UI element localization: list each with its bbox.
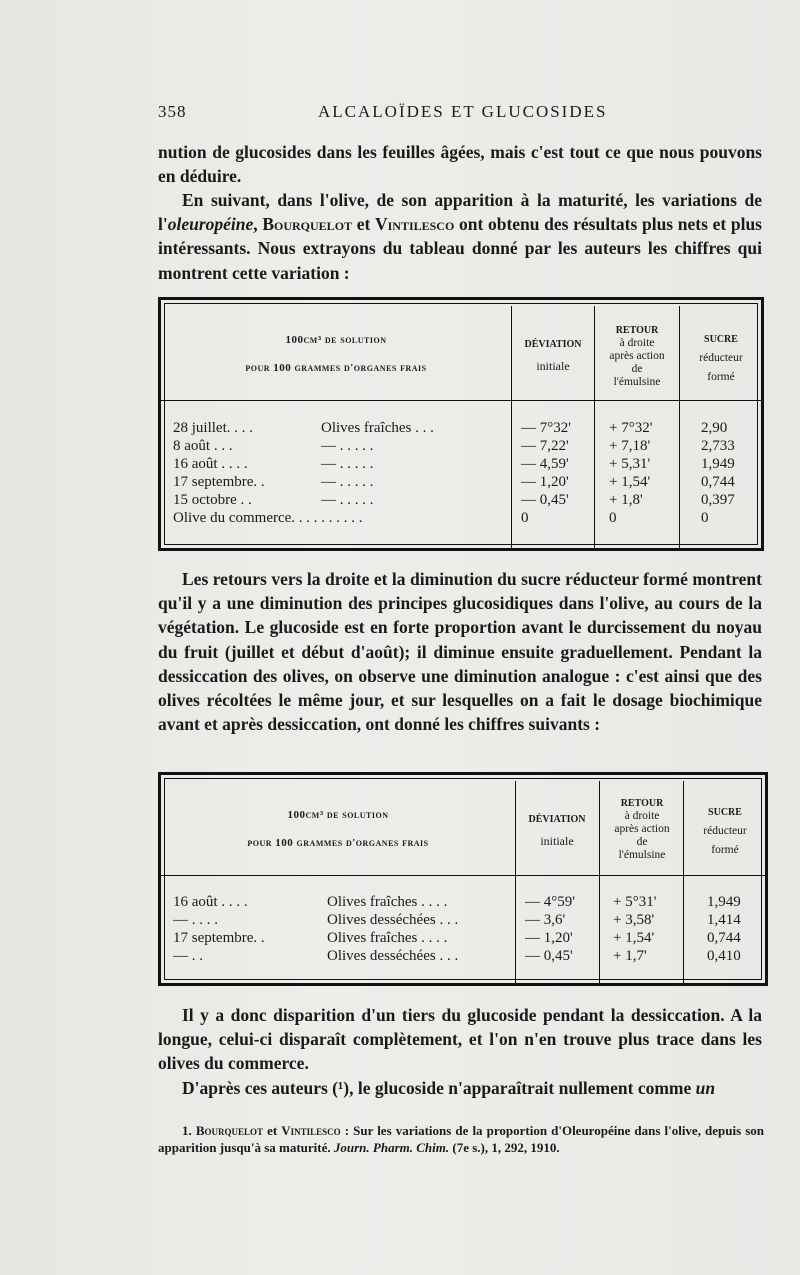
p2-part-d: ont obtenu des résultats plus nets et plus intéressants. Nous extrayons du tableau donné par les auteurs les chiffres qui montrent cette variation :	[158, 214, 762, 283]
row-sucre: 0	[701, 510, 709, 526]
row-sucre: 0,410	[707, 948, 741, 964]
row-retour: + 7,18'	[609, 438, 651, 454]
row-retour: + 1,54'	[613, 930, 655, 946]
table-row	[161, 948, 765, 965]
t2-col4-l2: réducteur	[703, 825, 747, 837]
row-deviation: — 1,20'	[521, 474, 569, 490]
row-retour: + 3,58'	[613, 912, 655, 928]
t2-col3-l2: à droite	[624, 810, 660, 822]
row-date: 28 juillet. . . .	[173, 420, 253, 436]
t1-col4-l2: réducteur	[699, 352, 743, 364]
t2-col4-head	[685, 803, 765, 860]
row-description: Olives desséchées . . .	[327, 912, 459, 928]
row-deviation: — 4,59'	[521, 456, 569, 472]
row-sucre: 2,90	[701, 420, 728, 436]
t2-col1-head-1: 100cm³ de solution	[287, 809, 389, 821]
paragraph-1	[158, 140, 762, 188]
row-date: — . . . .	[173, 912, 218, 928]
t1-col4-l3: formé	[707, 371, 735, 383]
row-date: 15 octobre . .	[173, 492, 252, 508]
row-sucre: 2,733	[701, 438, 735, 454]
table-row	[161, 930, 765, 947]
table-1	[158, 297, 764, 551]
row-description: — . . . . .	[321, 438, 374, 454]
row-date: 17 septembre. .	[173, 930, 265, 946]
t1-col3-l3: après action	[609, 350, 665, 362]
t1-col1-head-2: pour 100 grammes d'organes frais	[245, 362, 427, 374]
row-description: Olives fraîches . . . .	[327, 930, 448, 946]
table-row	[161, 456, 761, 473]
row-sucre: 1,949	[707, 894, 741, 910]
t2-col3-l1: RETOUR	[620, 798, 664, 809]
p2-author-1: Bourquelot	[262, 214, 353, 235]
t1-col3-head	[596, 324, 678, 389]
row-deviation: — 3,6'	[525, 912, 566, 928]
p2-author-2: Vintilesco	[374, 214, 455, 235]
fn-journal: Journ. Pharm. Chim.	[333, 1140, 450, 1155]
row-deviation: — 0,45'	[521, 492, 569, 508]
fn-part-c: : Sur les variations de la proportion d'Oleuropéine dans l'olive, depuis son apparition jusqu'à sa maturité.	[158, 1123, 765, 1155]
p2-part-b: ,	[253, 214, 263, 235]
t1-col4-head	[681, 330, 761, 387]
row-date: — . .	[173, 948, 203, 964]
t2-col1-head-2: pour 100 grammes d'organes frais	[247, 837, 429, 849]
t2-col3-l5: l'émulsine	[618, 849, 666, 861]
row-description: Olives fraîches . . . .	[327, 894, 448, 910]
table-2	[158, 772, 768, 986]
row-date: 17 septembre. .	[173, 474, 265, 490]
table-row	[161, 438, 761, 455]
row-retour: + 1,7'	[613, 948, 647, 964]
row-deviation: — 7,22'	[521, 438, 569, 454]
row-retour: + 5,31'	[609, 456, 651, 472]
p5-italic: un	[695, 1078, 716, 1098]
paragraph-3	[158, 567, 762, 736]
fn-author-2: Vintilesco	[281, 1123, 341, 1138]
row-sucre: 0,397	[701, 492, 735, 508]
t2-col2-head-1: DÉVIATION	[528, 814, 586, 825]
t1-col2-head-2: initiale	[536, 359, 570, 373]
row-date: 16 août . . . .	[173, 894, 248, 910]
table-row	[161, 492, 761, 509]
table-row	[161, 474, 761, 491]
row-retour: 0	[609, 510, 617, 526]
table-row	[161, 510, 761, 527]
row-description: — . . . . .	[321, 456, 374, 472]
paragraph-1-text: nution de glucosides dans les feuilles âgées, mais c'est tout ce que nous pouvons en déduire.	[158, 142, 762, 187]
t1-col2-head-1: DÉVIATION	[524, 339, 582, 350]
t1-col1-head-1: 100cm³ de solution	[285, 334, 387, 346]
t1-col3-l2: à droite	[619, 337, 655, 349]
footnote	[158, 1122, 764, 1156]
row-date: Olive du commerce. . . . . . . . . .	[173, 510, 363, 526]
row-sucre: 1,414	[707, 912, 741, 928]
row-description: Olives fraîches . . .	[321, 420, 434, 436]
t2-col4-l3: formé	[711, 844, 739, 856]
fn-part-b: et	[263, 1123, 282, 1138]
row-date: 8 août . . .	[173, 438, 233, 454]
row-retour: + 1,54'	[609, 474, 651, 490]
row-sucre: 0,744	[707, 930, 741, 946]
table-row	[161, 894, 765, 911]
t1-col3-l5: l'émulsine	[613, 376, 661, 388]
t2-col3-head	[601, 797, 683, 862]
fn-part-d: (7e s.), 1, 292, 1910.	[449, 1140, 560, 1155]
p2-italic-term: oleuropéine	[167, 214, 254, 235]
p5-part-a: D'après ces auteurs (¹), le glucoside n'apparaîtrait nullement comme	[182, 1078, 696, 1098]
paragraph-4	[158, 1003, 762, 1076]
row-retour: + 7°32'	[609, 420, 653, 436]
row-description: — . . . . .	[321, 492, 374, 508]
t1-col3-l4: de	[631, 363, 643, 375]
t2-col2-head-2: initiale	[540, 834, 574, 848]
table-row	[161, 420, 761, 437]
running-title: ALCALOÏDES ET GLUCOSIDES	[318, 102, 608, 121]
t2-col3-l3: après action	[614, 823, 670, 835]
t2-col4-l1: SUCRE	[708, 807, 742, 818]
row-sucre: 0,744	[701, 474, 735, 490]
row-deviation: — 7°32'	[521, 420, 571, 436]
row-sucre: 1,949	[701, 456, 735, 472]
page-header	[158, 102, 758, 126]
row-retour: + 1,8'	[609, 492, 643, 508]
row-description: — . . . . .	[321, 474, 374, 490]
p2-part-a: En suivant, dans l'olive, de son apparition à la maturité, les variations de l'	[158, 190, 762, 235]
paragraph-3-text: Les retours vers la droite et la diminution du sucre réducteur formé montrent qu'il y a une diminution des principes glucosidiques dans l'olive, au cours de la végétation. Le glucoside est en forte proportion avant le durcissement du noyau du fruit (juillet et début d'août); il diminue ensuite graduellement. Pendant la dessiccation des olives, on observe une diminution analogue : c'est ainsi que des olives récoltées le même jour, et sur lesquelles on a fait le dosage biochimique avant et après dessiccation, ont donné les chiffres suivants :	[158, 569, 762, 735]
row-deviation: — 4°59'	[525, 894, 575, 910]
row-retour: + 5°31'	[613, 894, 657, 910]
row-deviation: 0	[521, 510, 529, 526]
row-description: Olives desséchées . . .	[327, 948, 459, 964]
fn-author-1: Bourquelot	[195, 1123, 264, 1138]
row-deviation: — 0,45'	[525, 948, 573, 964]
fn-number: 1.	[182, 1123, 196, 1138]
row-date: 16 août . . . .	[173, 456, 248, 472]
table-row	[161, 912, 765, 929]
t1-col4-l1: SUCRE	[704, 334, 738, 345]
paragraph-2	[158, 188, 762, 285]
page-number: 358	[158, 102, 187, 121]
t2-col3-l4: de	[636, 836, 648, 848]
paragraph-5	[158, 1076, 762, 1100]
paragraph-4-text: Il y a donc disparition d'un tiers du glucoside pendant la dessiccation. A la longue, celui-ci disparaît complètement, et l'on n'en trouve plus trace dans les olives du commerce.	[158, 1005, 762, 1074]
row-deviation: — 1,20'	[525, 930, 573, 946]
p2-part-c: et	[352, 214, 375, 235]
t1-col3-l1: RETOUR	[615, 325, 659, 336]
